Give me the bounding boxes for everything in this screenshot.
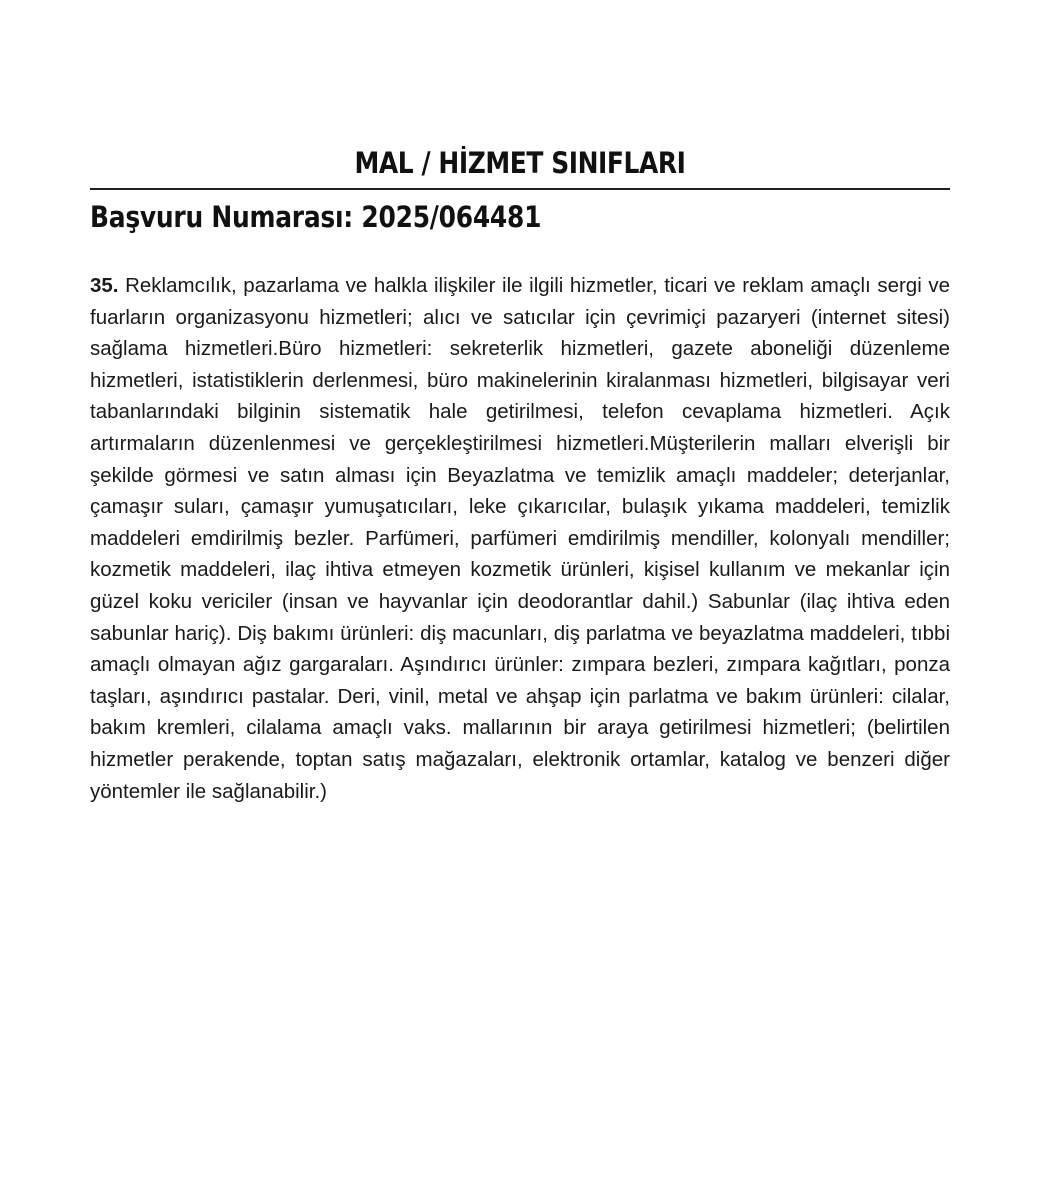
application-number: Başvuru Numarası: 2025/064481 xyxy=(90,200,542,234)
page-title: MAL / HİZMET SINIFLARI xyxy=(354,146,686,180)
class-number: 35. xyxy=(90,274,119,297)
class-description: Reklamcılık, pazarlama ve halkla ilişkiler ile ilgili hizmetler, ticari ve reklam amaçlı sergi ve fuarların organizasyonu hizmetleri; alıcı ve satıcılar için çevrimiçi pazaryeri (internet sitesi) sağlama hizmetleri.Büro hizmetleri: sekreterlik hizmetleri, gazete aboneliği düzenleme hizmetleri, istatistiklerin derlenmesi, büro makinelerinin kiralanması hizmetleri, bilgisayar veri tabanlarındaki bilginin sistematik hale getirilmesi, telefon cevaplama hizmetleri. Açık artırmaların düzenlenmesi ve gerçekleştirilmesi hizmetleri.Müşterilerin malları elverişli bir şekilde görmesi ve satın alması için Beyazlatma ve temizlik amaçlı maddeler; deterjanlar, çamaşır suları, çamaşır yumuşatıcıları, leke çıkarıcılar, bulaşık yıkama maddeleri, temizlik maddeleri emdirilmiş bezler. Parfümeri, parfümeri emdirilmiş mendiller, kolonyalı mendiller; kozmetik maddeleri, ilaç ihtiva etmeyen kozmetik ürünleri, kişisel kullanım ve mekanlar için güzel koku vericiler (insan ve hayvanlar için deodorantlar dahil.) Sabunlar (ilaç ihtiva eden sabunlar hariç). Diş bakımı ürünleri: diş macunları, diş parlatma ve beyazlatma maddeleri, tıbbi amaçlı olmayan ağız gargaraları. Aşındırıcı ürünler: zımpara bezleri, zımpara kağıtları, ponza taşları, aşındırıcı pastalar. Deri, vinil, metal ve ahşap için parlatma ve bakım ürünleri: cilalar, bakım kremleri, cilalama amaçlı vaks. mallarının bir araya getirilmesi hizmetleri; (belirtilen hizmetler perakende, toptan satış mağazaları, elektronik ortamlar, katalog ve benzeri diğer yöntemler ile sağlanabilir.) xyxy=(90,274,950,803)
class-paragraph xyxy=(90,270,950,807)
title-divider xyxy=(90,188,950,190)
